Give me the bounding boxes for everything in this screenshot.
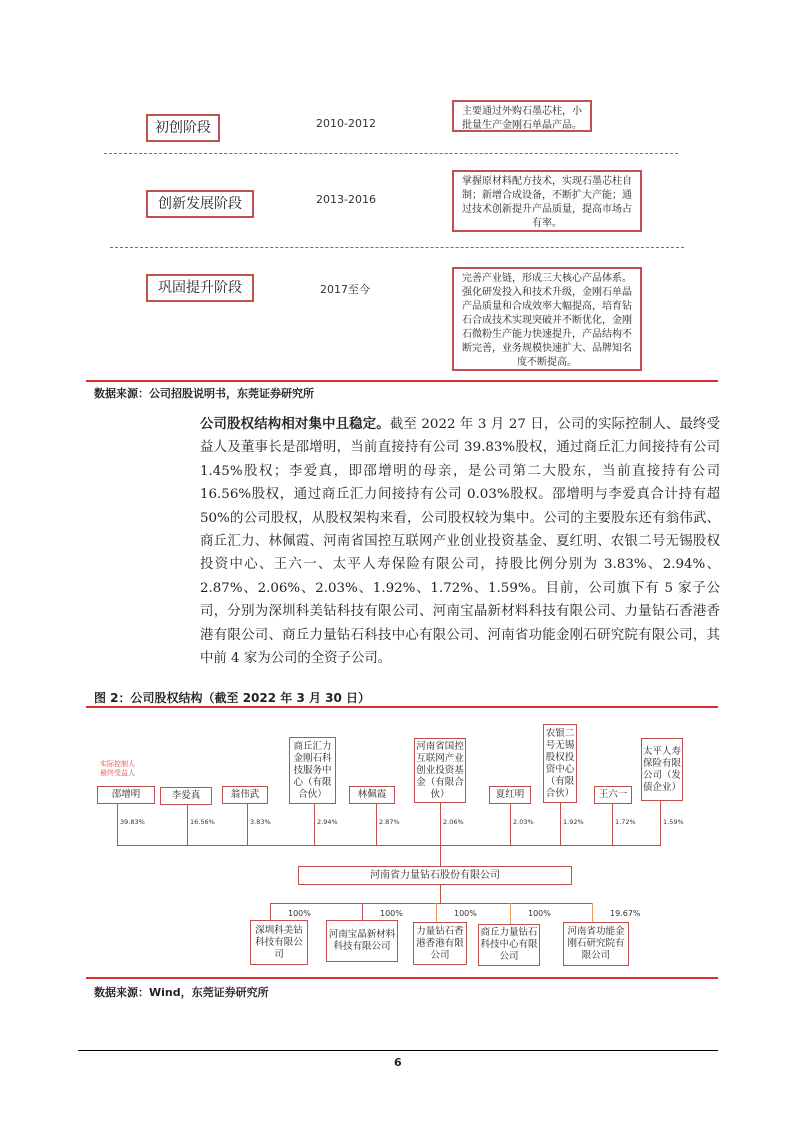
stage-box: 创新发展阶段 <box>146 190 254 218</box>
shareholder-box: 翁伟武 <box>222 786 268 804</box>
connector-line <box>270 903 593 904</box>
stage-description: 掌握原材料配方技术，实现石墨芯柱自制；新增合成设备，不断扩大产能；通过技术创新提升产品质量，提高市场占有率。 <box>452 170 642 232</box>
connector-line <box>612 804 613 845</box>
stage-years: 2017至今 <box>320 283 370 296</box>
controller-label: 实际控制人 <box>100 760 135 768</box>
beneficiary-label: 最终受益人 <box>100 769 135 777</box>
shareholding-percent: 1.72% <box>615 818 636 826</box>
subsidiary-box: 河南宝晶新材料科技有限公司 <box>326 920 398 962</box>
figure-title: 图 2：公司股权结构（截至 2022 年 3 月 30 日） <box>94 691 371 705</box>
source-note: 数据来源：公司招股说明书，东莞证券研究所 <box>94 387 314 400</box>
connector-line <box>270 903 271 920</box>
shareholder-box: 王六一 <box>594 786 632 804</box>
subsidiary-percent: 100% <box>528 909 551 918</box>
connector-line <box>440 845 441 866</box>
shareholder-box: 农银二号无锡股权投资中心（有限合伙） <box>543 724 577 803</box>
subsidiary-box: 河南省功能金刚石研究院有限公司 <box>563 922 629 966</box>
divider <box>104 153 678 154</box>
shareholding-percent: 16.56% <box>190 818 215 826</box>
connector-line <box>117 845 661 846</box>
shareholding-percent: 2.87% <box>379 818 400 826</box>
paragraph-lead: 公司股权结构相对集中且稳定。 <box>200 417 390 432</box>
connector-line <box>436 903 437 922</box>
shareholder-box: 邵增明 <box>97 786 155 804</box>
stage-description: 完善产业链，形成三大核心产品体系。强化研发投入和技术升级，金刚石单晶产品质量和合成效率大幅提高，培育钻石合成技术实现突破并不断优化，金刚石微粉生产能力快速提升，产品结构不断完善，业务规模快速扩大、品牌知名度不断提高。 <box>452 267 642 371</box>
connector-line <box>510 903 511 924</box>
divider <box>86 380 718 382</box>
connector-line <box>117 804 118 845</box>
paragraph-body: 截至 2022 年 3 月 27 日，公司的实际控制人、最终受益人及董事长是邵增明，当前直接持有公司 39.83%股权，通过商丘汇力间接持有公司 1.45%股权；李爱真，即邵增明的母亲，是公司第二大股东，当前直接持有公司 16.56%股权，通过商丘汇力间接持有公司 0.03%股权。邵增明与李爱真合计持有超 50%的公司股权，从股权架构来看，公司股权较为集中。公司的主要股东还有翁伟武、商丘汇力、林佩霞、河南省国控互联网产业创业投资基金、夏红明、农银二号无锡股权投资中心、王六一、太平人寿保险有限公司，持股比例分别为 3.83%、2.94%、2.87%、2.06%、2.03%、1.92%、1.72%、1.59%。目前，公司旗下有 5 家子公司，分别为深圳科美钻科技有限公司、河南宝晶新材料科技有限公司、力量钻石香港香港有限公司、商丘力量钻石科技中心有限公司、河南省功能金刚石研究院有限公司，其中前 4 家为公司的全资子公司。 <box>200 417 720 667</box>
shareholder-box: 林佩霞 <box>349 786 395 804</box>
subsidiary-percent: 100% <box>288 909 311 918</box>
stage-box: 巩固提升阶段 <box>146 274 254 302</box>
connector-line <box>247 804 248 845</box>
connector-line <box>660 801 661 845</box>
connector-line <box>187 805 188 845</box>
connector-line <box>362 903 363 920</box>
connector-line <box>592 903 593 922</box>
subsidiary-box: 力量钻石香港香港有限公司 <box>413 922 467 965</box>
shareholding-percent: 1.59% <box>663 818 684 826</box>
stage-box: 初创阶段 <box>146 114 220 142</box>
connector-line <box>314 804 315 845</box>
shareholder-box: 夏红明 <box>489 786 531 804</box>
subsidiary-percent: 100% <box>380 909 403 918</box>
shareholding-percent: 1.92% <box>563 818 584 826</box>
divider <box>86 977 718 979</box>
shareholder-box: 太平人寿保险有限公司（发债企业） <box>641 738 683 801</box>
page-number: 6 <box>394 1056 402 1069</box>
subsidiary-percent: 19.67% <box>610 909 641 918</box>
controller-note <box>100 760 135 778</box>
stage-years: 2013-2016 <box>316 193 376 206</box>
shareholder-box: 商丘汇力金刚石科技服务中心（有限合伙） <box>289 737 336 804</box>
subsidiary-box: 商丘力量钻石科技中心有限公司 <box>478 924 540 966</box>
shareholding-percent: 2.06% <box>443 818 464 826</box>
shareholding-percent: 39.83% <box>120 818 145 826</box>
source-note: 数据来源：Wind，东莞证券研究所 <box>94 986 269 999</box>
stage-description: 主要通过外购石墨芯柱，小批量生产金刚石单晶产品。 <box>452 100 592 132</box>
footer-rule <box>78 1050 718 1051</box>
shareholder-box: 河南省国控互联网产业创业投资基金（有限合伙） <box>414 738 466 803</box>
connector-line <box>440 803 441 845</box>
shareholding-percent: 2.03% <box>513 818 534 826</box>
connector-line <box>560 803 561 845</box>
connector-line <box>376 804 377 845</box>
connector-line <box>510 804 511 845</box>
shareholding-percent: 3.83% <box>250 818 271 826</box>
company-box: 河南省力量钻石股份有限公司 <box>298 866 572 885</box>
divider <box>86 706 718 708</box>
subsidiary-box: 深圳科美钻科技有限公司 <box>250 920 308 965</box>
stage-years: 2010-2012 <box>316 117 376 130</box>
connector-line <box>440 885 441 903</box>
subsidiary-percent: 100% <box>454 909 477 918</box>
body-paragraph <box>200 413 720 670</box>
shareholding-percent: 2.94% <box>317 818 338 826</box>
shareholder-box: 李爱真 <box>160 787 212 805</box>
divider <box>110 247 684 248</box>
